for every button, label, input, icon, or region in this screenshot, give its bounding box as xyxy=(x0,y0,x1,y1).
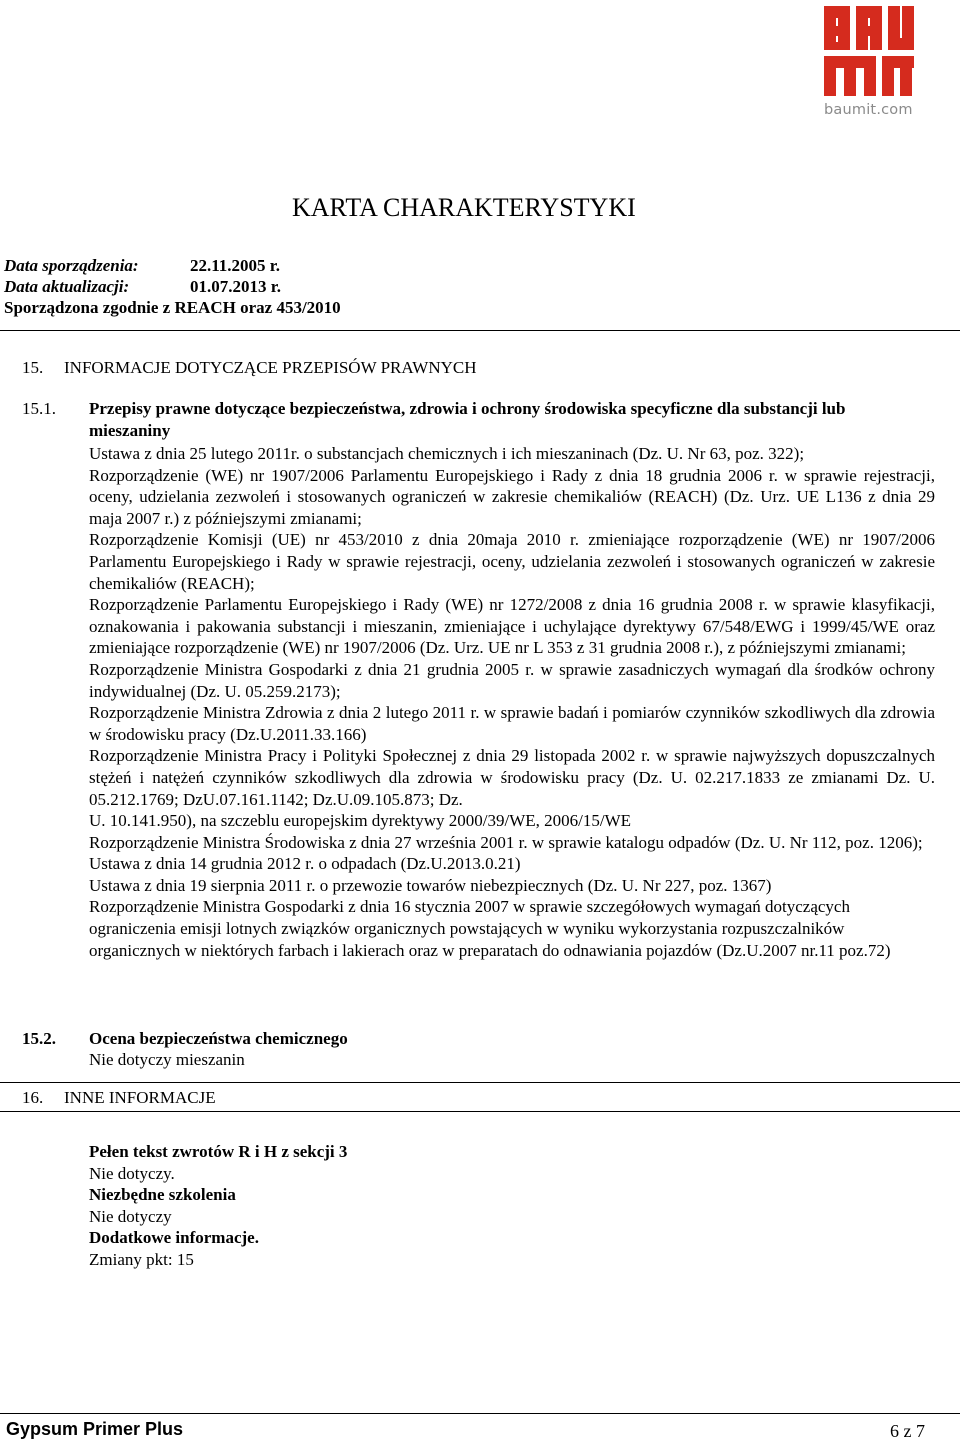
header-separator xyxy=(0,330,960,331)
info-heading: Dodatkowe informacje. xyxy=(89,1228,259,1248)
info-text: Zmiany pkt: 15 xyxy=(89,1249,194,1269)
legal-act: Ustawa z dnia 19 sierpnia 2011 r. o przewozie towarów niebezpiecznych (Dz. U. Nr 227, poz. 1367) xyxy=(89,875,772,895)
legal-acts-list xyxy=(89,443,935,961)
legal-act: Rozporządzenie Ministra Gospodarki z dnia 16 stycznia 2007 w sprawie szczegółowych wymagań dotyczących ograniczenia emisji lotnych związków organicznych powstających w wyniku wykorzystania rozpuszczalników organicznych w niektórych farbach i lakierach oraz w preparatach do odnawiania pojazdów (Dz.U.2007 nr.11 poz.72) xyxy=(89,897,891,960)
document-title: KARTA CHARAKTERYSTYKI xyxy=(292,193,636,222)
subsection-15-1-number: 15.1. xyxy=(22,399,56,418)
baumit-logo-mark xyxy=(822,2,918,98)
footer-product-name: Gypsum Primer Plus xyxy=(6,1419,184,1439)
legal-act: Ustawa z dnia 25 lutego 2011r. o substancjach chemicznych i ich mieszaninach (Dz. U. Nr 63, poz. 322); xyxy=(89,444,805,463)
subsection-15-1-title-line2: mieszaniny xyxy=(89,421,171,440)
section-15-heading xyxy=(22,358,477,378)
section-number: 15. xyxy=(22,358,44,377)
info-heading: Niezbędne szkolenia xyxy=(89,1185,236,1205)
section-title: INNE INFORMACJE xyxy=(64,1088,216,1107)
meta-value: 22.11.2005 r. xyxy=(190,256,281,275)
other-information xyxy=(89,1141,935,1271)
legal-act: Rozporządzenie Ministra Pracy i Polityki Społecznej z dnia 29 listopada 2002 r. w sprawie najwyższych dopuszczalnych stężeń i natężeń czynników szkodliwych dla zdrowia w środowisku pracy (Dz. U. 02.217.1833 ze zmianami Dz. U. 05.212.1769; DzU.07.161.1142; Dz.U.09.105.873; Dz. xyxy=(89,746,935,809)
section-number: 16. xyxy=(22,1088,44,1107)
info-text: Nie dotyczy. xyxy=(89,1163,175,1183)
logo-url: baumit.com xyxy=(824,102,913,118)
footer-separator xyxy=(0,1413,960,1414)
meta-value: 01.07.2013 r. xyxy=(190,277,281,296)
legal-act: Rozporządzenie Parlamentu Europejskiego i Rady (WE) nr 1272/2008 z dnia 16 grudnia 2008 r. w sprawie klasyfikacji, oznakowania i pakowania substancji i mieszanin, zmieniające i uchylające dyrektywy 67/548/EWG i 1999/45/WE oraz zmieniające rozporządzenie (WE) nr 1907/2006 (Dz. Urz. UE nr L 353 z 31 grudnia 2008 r.), z późniejszymi zmianami; xyxy=(89,595,935,658)
subsection-15-1-title-line1: Przepisy prawne dotyczące bezpieczeństwa, zdrowia i ochrony środowiska specyficzne dla substancji lub xyxy=(89,399,846,418)
legal-act: Rozporządzenie Komisji (UE) nr 453/2010 z dnia 20maja 2010 r. zmieniające rozporządzenie (WE) nr 1907/2006 Parlamentu Europejskiego i Rady w sprawie rejestracji, oceny, udzielania zezwoleń i stosowanych ograniczeń w zakresie chemikaliów (REACH); xyxy=(89,530,935,593)
compliance-note: Sporządzona zgodnie z REACH oraz 453/2010 xyxy=(4,298,341,317)
subsection-15-2-body xyxy=(89,1049,935,1071)
meta-label: Data sporządzenia: xyxy=(4,256,139,275)
legal-act: U. 10.141.950), na szczeblu europejskim dyrektywy 2000/39/WE, 2006/15/WE xyxy=(89,811,631,831)
baumit-logo xyxy=(818,2,922,120)
legal-act: Rozporządzenie Ministra Gospodarki z dnia 21 grudnia 2005 r. w sprawie zasadniczych wymagań dla środków ochrony indywidualnej (Dz. U. 05.259.2173); xyxy=(89,659,935,701)
subsection-15-2-text: Nie dotyczy mieszanin xyxy=(89,1050,245,1069)
meta-update-date xyxy=(4,277,281,297)
legal-act: Rozporządzenie Ministra Środowiska z dnia 27 września 2001 r. w sprawie katalogu odpadów (Dz. U. Nr 112, poz. 1206); xyxy=(89,832,923,852)
footer-page-number: 6 z 7 xyxy=(890,1421,925,1441)
legal-act: Rozporządzenie Ministra Zdrowia z dnia 2 lutego 2011 r. w sprawie badań i pomiarów czynników szkodliwych dla zdrowia w środowisku pracy (Dz.U.2011.33.166) xyxy=(89,703,935,744)
section-separator xyxy=(0,1082,960,1083)
legal-act: Ustawa z dnia 14 grudnia 2012 r. o odpadach (Dz.U.2013.0.21) xyxy=(89,854,521,874)
section-title: INFORMACJE DOTYCZĄCE PRZEPISÓW PRAWNYCH xyxy=(64,358,477,377)
subsection-15-2-number: 15.2. xyxy=(22,1029,56,1048)
info-text: Nie dotyczy xyxy=(89,1206,172,1226)
meta-label: Data aktualizacji: xyxy=(4,277,130,296)
legal-act: Rozporządzenie (WE) nr 1907/2006 Parlamentu Europejskiego i Rady z dnia 18 grudnia 2006 r. w sprawie rejestracji, oceny, udzielania zezwoleń i stosowanych ograniczeń w zakresie chemikaliów (REACH) (Dz. Urz. UE L136 z dnia 29 maja 2007 r.) z późniejszymi zmianami; xyxy=(89,465,935,528)
info-heading: Pełen tekst zwrotów R i H z sekcji 3 xyxy=(89,1142,348,1161)
subsection-15-2-title: Ocena bezpieczeństwa chemicznego xyxy=(89,1029,348,1048)
section-16-heading xyxy=(22,1088,216,1108)
meta-creation-date xyxy=(4,256,280,276)
section-separator xyxy=(0,1111,960,1112)
